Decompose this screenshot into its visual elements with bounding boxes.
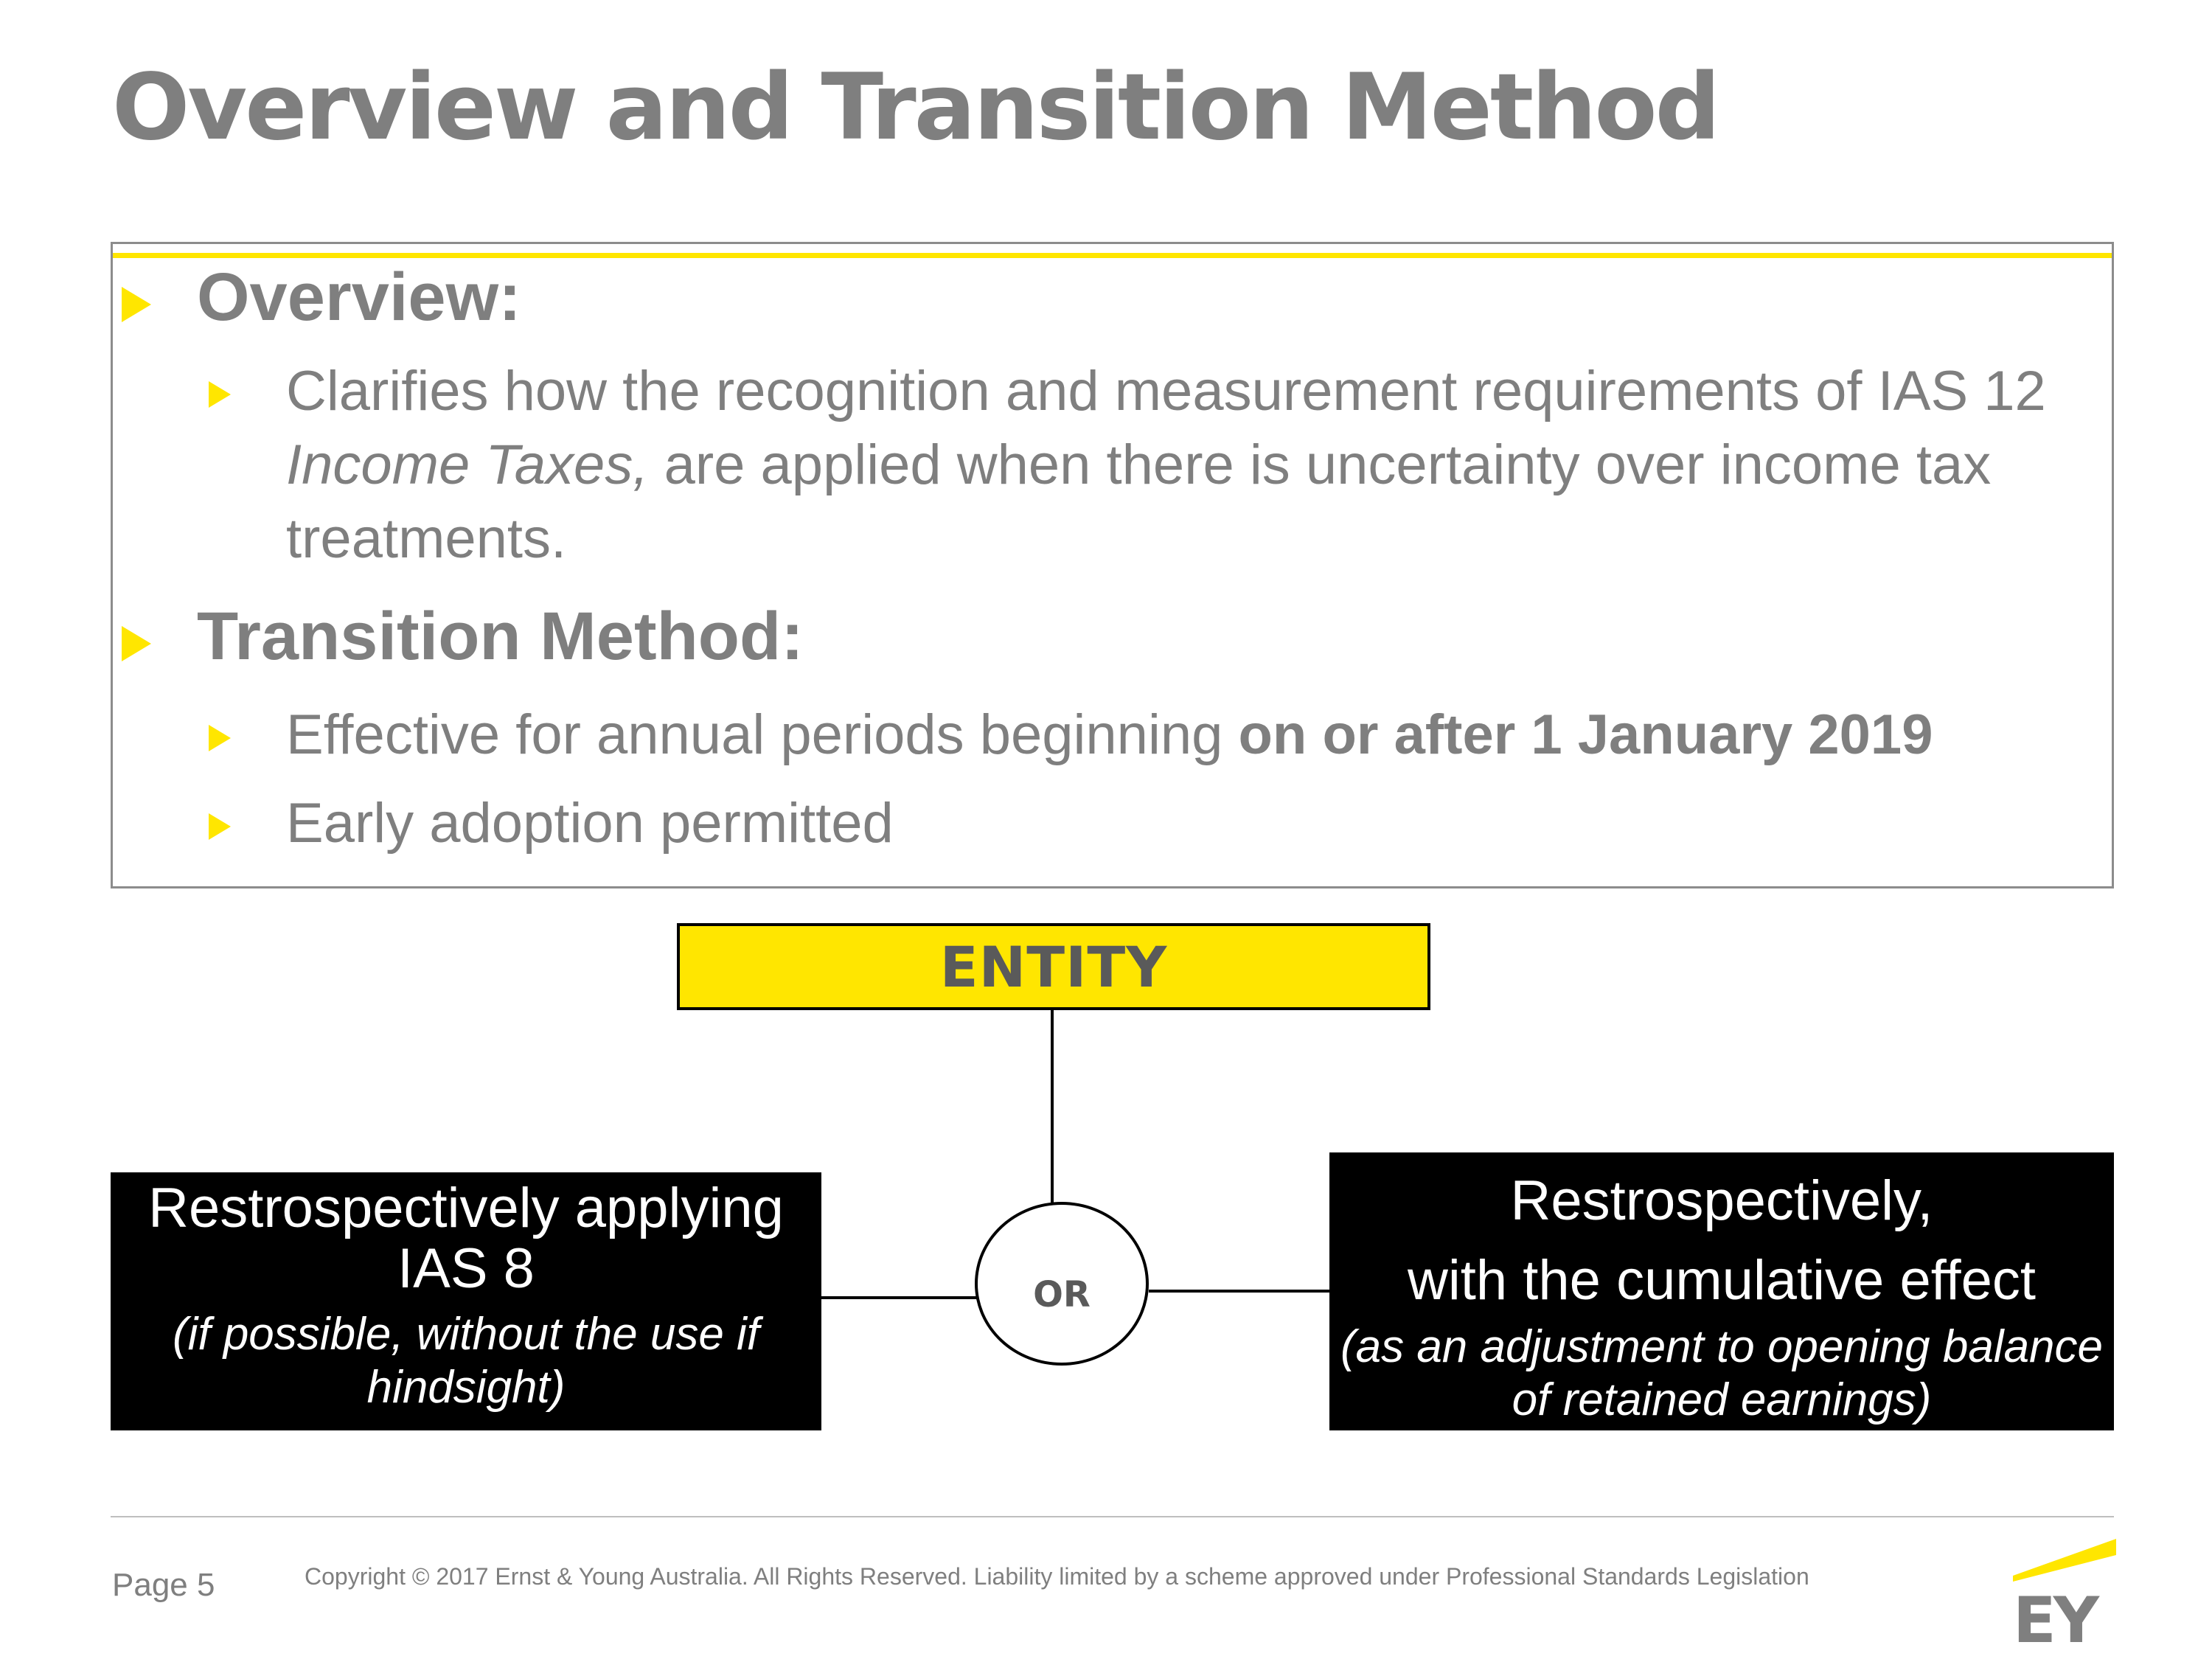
slide-title: Overview and Transition Method bbox=[112, 55, 1719, 161]
bullet-arrow-icon bbox=[209, 725, 231, 751]
option-box-cumulative-line2: with the cumulative effect bbox=[1408, 1249, 2036, 1312]
content-box bbox=[111, 242, 2114, 888]
bullet-arrow-icon bbox=[122, 287, 151, 322]
connector-right bbox=[1149, 1290, 1330, 1293]
overview-bullet-text bbox=[286, 355, 2093, 576]
ey-logo-text: EY bbox=[2013, 1584, 2097, 1648]
transition-bullet-1-bold: on or after 1 January 2019 bbox=[1238, 703, 1933, 766]
option-box-cumulative-sub: (as an adjustment to opening balance of retained earnings) bbox=[1340, 1321, 2104, 1425]
transition-bullet-1-text: Effective for annual periods beginning bbox=[286, 703, 1239, 766]
content-box-accent-line bbox=[113, 253, 2112, 258]
overview-heading: Overview: bbox=[197, 260, 521, 335]
option-box-ias8 bbox=[111, 1172, 821, 1430]
overview-bullet-text-italic: Income Taxes, bbox=[286, 434, 649, 496]
connector-vertical bbox=[1051, 1010, 1054, 1204]
copyright-text: Copyright © 2017 Ernst & Young Australia. All Rights Reserved. Liability limited by a scheme approved under Professional Standards Legislation bbox=[305, 1563, 1809, 1590]
transition-bullet-1 bbox=[286, 698, 1933, 772]
or-circle: OR bbox=[975, 1202, 1149, 1366]
ey-logo bbox=[2013, 1537, 2116, 1648]
footer-divider bbox=[111, 1516, 2114, 1517]
option-box-cumulative-line1: Restrospectively, bbox=[1510, 1169, 1933, 1232]
transition-bullet-2: Early adoption permitted bbox=[286, 792, 894, 855]
overview-bullet-text-part1: Clarifies how the recognition and measurement requirements of IAS 12 bbox=[286, 360, 2046, 422]
connector-left bbox=[820, 1296, 978, 1299]
option-box-ias8-sub: (if possible, without the use if hindsight) bbox=[172, 1309, 760, 1413]
option-box-ias8-main: Restrospectively applying IAS 8 bbox=[148, 1177, 784, 1300]
transition-heading: Transition Method: bbox=[197, 599, 804, 674]
page-number: Page 5 bbox=[112, 1567, 215, 1603]
bullet-arrow-icon bbox=[209, 813, 231, 840]
bullet-arrow-icon bbox=[122, 626, 151, 661]
entity-box: ENTITY bbox=[677, 923, 1430, 1010]
bullet-arrow-icon bbox=[209, 381, 231, 408]
option-box-cumulative bbox=[1329, 1152, 2114, 1430]
overview-bullet-text-part2: are applied when there is uncertainty over income tax treatments. bbox=[286, 434, 1992, 570]
